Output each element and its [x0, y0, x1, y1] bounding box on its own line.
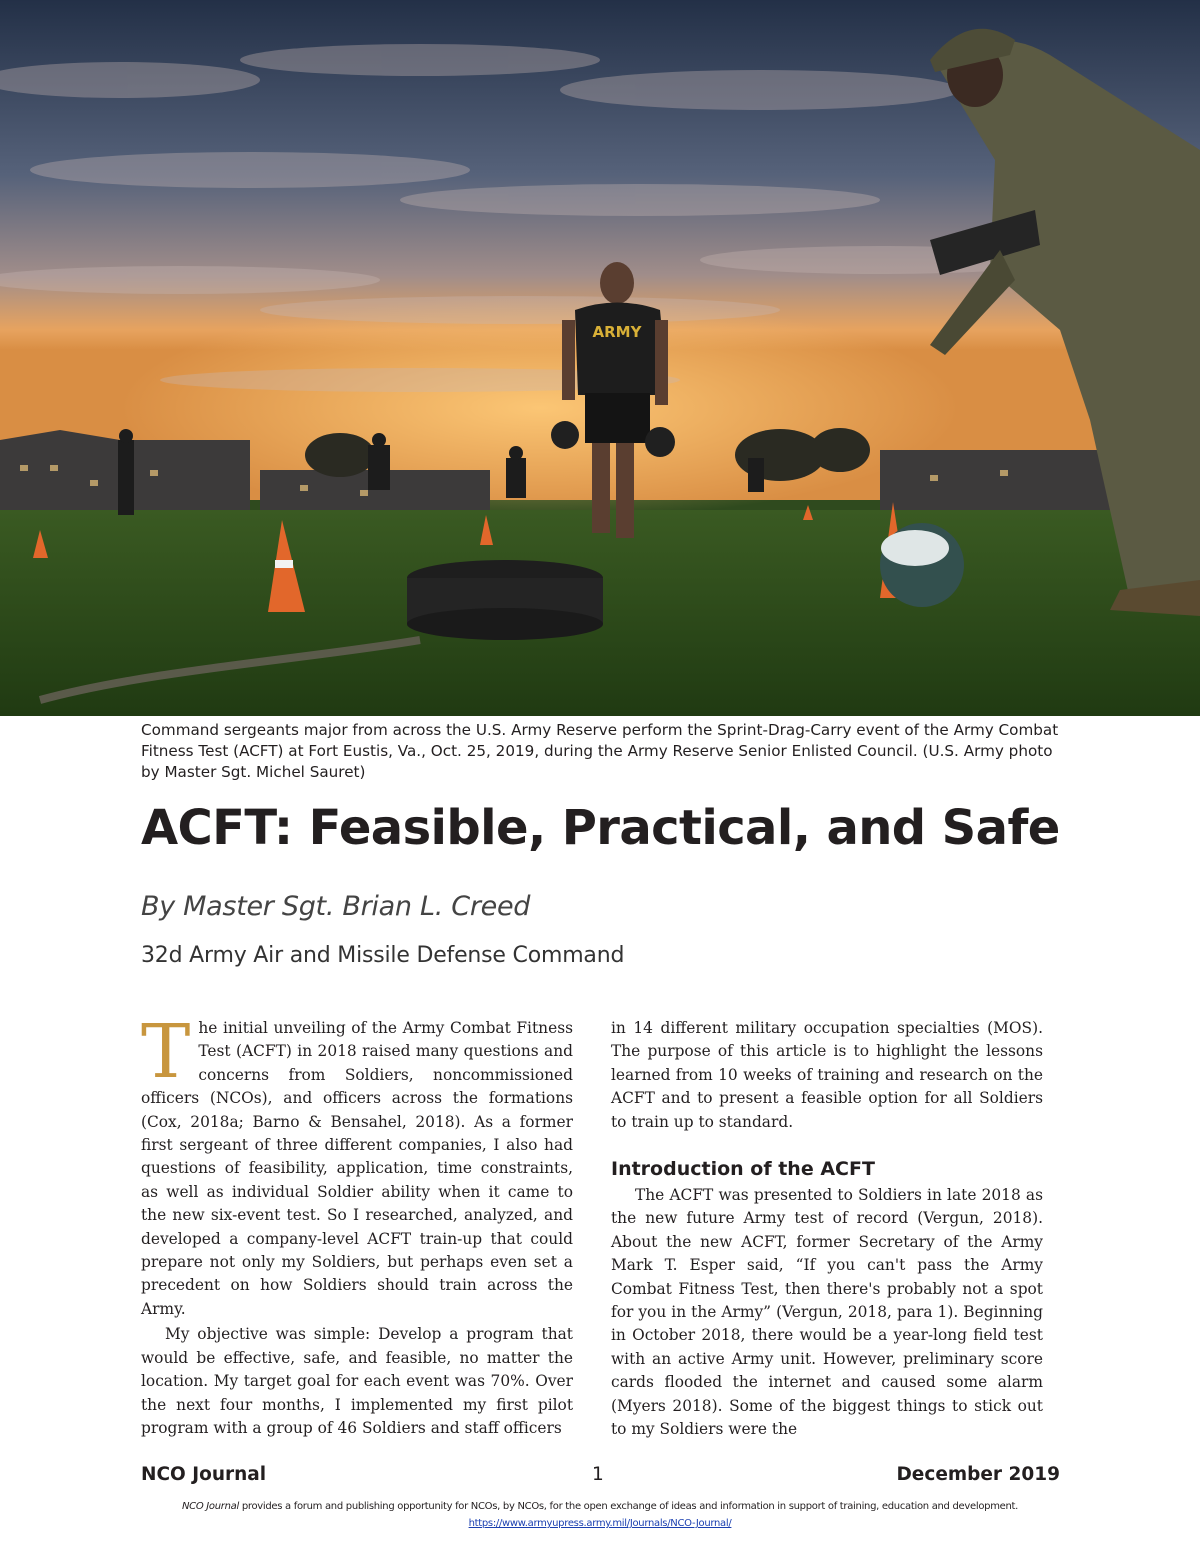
article-byline: By Master Sgt. Brian L. Creed: [141, 891, 531, 922]
fineprint-journal: NCO Journal: [181, 1501, 239, 1512]
page-number: 1: [592, 1464, 604, 1485]
section-heading: Introduction of the ACFT: [611, 1158, 875, 1181]
paragraph-text: he initial unveiling of the Army Combat Fitness Test (ACFT) in 2018 raised many questions and concerns from Soldiers, noncommissioned officers (NCOs), and officers across the formations (Cox, 2018a; Barno & Bensahel, 2018). As a former first sergeant of three different companies, I also had questions of feasibility, application, time constraints, as well as individual Soldier ability when it came to the new six-event test. So I researched, analyzed, and developed a company-level ACFT train-up that could prepare not only my Soldiers, but perhaps even set a precedent on how Soldiers should train across the Army.: [141, 1019, 573, 1318]
hero-photo-illustration: [0, 0, 1200, 716]
article-affiliation: 32d Army Air and Missile Defense Command: [141, 943, 625, 968]
body-paragraph: My objective was simple: Develop a program that would be effective, safe, and feasible, no matter the location. My target goal for each event was 70%. Over the next four months, I implemented my first pilot program with a group of 46 Soldiers and staff officers: [141, 1325, 573, 1437]
body-paragraph: The ACFT was presented to Soldiers in late 2018 as the new future Army test of record (Vergun, 2018). About the new ACFT, former Secretary of the Army Mark T. Esper said, “If you can't pass the Army Combat Fitness Test, then there's probably not a spot for you in the Army” (Vergun, 2018, para 1). Beginning in October 2018, there would be a year-long field test with an active Army unit. However, preliminary score cards flooded the internet and caused some alarm (Myers 2018). Some of the biggest things to stick out to my Soldiers were the: [611, 1186, 1043, 1439]
journal-link[interactable]: https://www.armyupress.army.mil/Journals/NCO-Journal/: [468, 1518, 732, 1529]
left-column: [141, 1009, 573, 1440]
drop-cap: T: [141, 1009, 191, 1095]
hero-photo: [0, 0, 1200, 716]
article-title: ACFT: Feasible, Practical, and Safe: [141, 800, 1060, 856]
body-paragraph: in 14 different military occupation specialties (MOS). The purpose of this article is to highlight the lessons learned from 10 weeks of training and research on the ACFT and to present a feasible option for all Soldiers to train up to standard.: [611, 1019, 1043, 1131]
fineprint-text: provides a forum and publishing opportunity for NCOs, by NCOs, for the open exchange of ideas and information in support of training, education and development.: [238, 1501, 1019, 1512]
footer-date: December 2019: [896, 1464, 1060, 1485]
shirt-text: ARMY: [592, 323, 642, 341]
photo-caption: Command sergeants major from across the U.S. Army Reserve perform the Sprint-Drag-Carry event of the Army Combat Fitness Test (ACFT) at Fort Eustis, Va., Oct. 25, 2019, during the Army Reserve Senior Enlisted Council. (U.S. Army photo by Master Sgt. Michel Sauret): [141, 721, 1059, 781]
right-column: [611, 1017, 1043, 1442]
footer-fineprint: [0, 1500, 1200, 1514]
body-paragraph: [141, 1009, 573, 1321]
footer-journal-name: NCO Journal: [141, 1464, 267, 1485]
